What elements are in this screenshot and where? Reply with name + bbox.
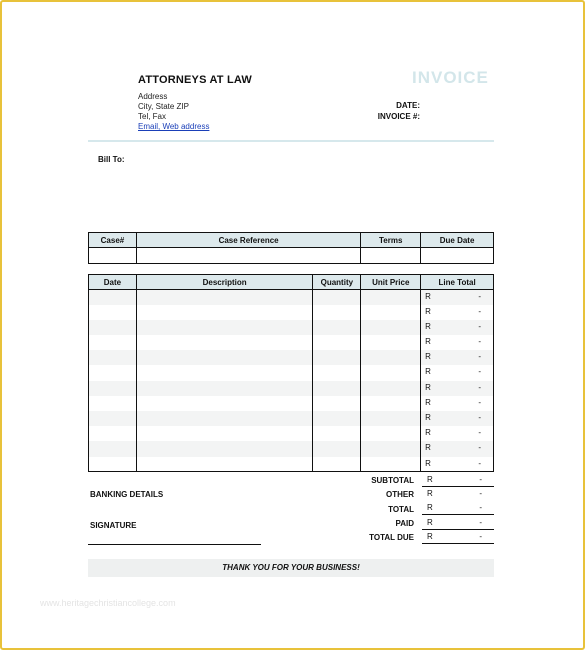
- unit-price-cell[interactable]: [361, 365, 421, 380]
- line-total-amount: -: [478, 382, 481, 392]
- line-total-amount: -: [478, 428, 481, 438]
- subtotal-currency: R: [427, 475, 433, 484]
- description-cell[interactable]: [136, 305, 313, 320]
- unit-price-cell[interactable]: [361, 396, 421, 411]
- other-amount: -: [479, 489, 482, 498]
- unit-price-cell[interactable]: [361, 305, 421, 320]
- date-cell[interactable]: [89, 305, 137, 320]
- quantity-cell[interactable]: [313, 457, 361, 472]
- table-row: [89, 365, 494, 380]
- date-cell[interactable]: [89, 396, 137, 411]
- quantity-cell[interactable]: [313, 426, 361, 441]
- description-cell[interactable]: [136, 411, 313, 426]
- line-total-currency: R: [425, 397, 431, 407]
- line-total-cell: [421, 305, 494, 320]
- unit-price-cell[interactable]: [361, 290, 421, 305]
- unit-price-cell[interactable]: [361, 426, 421, 441]
- total-amount: -: [479, 503, 482, 512]
- line-total-cell: [421, 335, 494, 350]
- total-due-value: [422, 530, 494, 544]
- due-date-cell[interactable]: [421, 248, 494, 264]
- date-cell[interactable]: [89, 457, 137, 472]
- description-cell[interactable]: [136, 441, 313, 456]
- line-total-currency: R: [425, 428, 431, 438]
- description-cell[interactable]: [136, 396, 313, 411]
- other-label: OTHER: [386, 490, 414, 499]
- items-table: [88, 274, 494, 472]
- date-cell[interactable]: [89, 320, 137, 335]
- watermark: www.heritagechristiancollege.com: [40, 598, 176, 608]
- case-table: [88, 232, 494, 264]
- line-total-cell: [421, 396, 494, 411]
- quantity-cell[interactable]: [313, 290, 361, 305]
- invoice-title: INVOICE: [412, 68, 489, 87]
- unit-price-cell[interactable]: [361, 320, 421, 335]
- date-label: DATE:: [396, 101, 420, 110]
- date-header: Date: [89, 275, 137, 290]
- case-number-header: Case#: [89, 233, 137, 248]
- date-cell[interactable]: [89, 441, 137, 456]
- line-total-cell: [421, 290, 494, 305]
- quantity-cell[interactable]: [313, 350, 361, 365]
- total-value: [422, 501, 494, 515]
- paid-currency: R: [427, 518, 433, 527]
- unit-price-cell[interactable]: [361, 350, 421, 365]
- date-cell[interactable]: [89, 381, 137, 396]
- line-total-currency: R: [425, 306, 431, 316]
- line-total-currency: R: [425, 413, 431, 422]
- table-row: [89, 411, 494, 426]
- line-total-amount: -: [478, 413, 481, 422]
- line-total-amount: -: [478, 337, 481, 347]
- paid-label: PAID: [395, 519, 414, 528]
- quantity-cell[interactable]: [313, 335, 361, 350]
- line-total-cell: [421, 350, 494, 365]
- date-cell[interactable]: [89, 350, 137, 365]
- line-total-cell: [421, 441, 494, 456]
- quantity-cell[interactable]: [313, 381, 361, 396]
- line-total-currency: R: [425, 292, 431, 301]
- table-row: [89, 335, 494, 350]
- quantity-cell[interactable]: [313, 411, 361, 426]
- line-total-amount: -: [478, 367, 481, 377]
- table-row: [89, 426, 494, 441]
- paid-amount: -: [479, 518, 482, 527]
- line-total-currency: R: [425, 337, 431, 347]
- description-cell[interactable]: [136, 457, 313, 472]
- line-total-amount: -: [478, 458, 481, 468]
- signature-line: [88, 544, 261, 545]
- line-total-amount: -: [478, 397, 481, 407]
- address-line: Address: [138, 92, 168, 101]
- bill-to-label: Bill To:: [98, 155, 125, 164]
- line-total-cell: [421, 320, 494, 335]
- table-row: [89, 381, 494, 396]
- unit-price-header: Unit Price: [361, 275, 421, 290]
- line-total-amount: -: [478, 352, 481, 362]
- description-cell[interactable]: [136, 290, 313, 305]
- quantity-cell[interactable]: [313, 365, 361, 380]
- date-cell[interactable]: [89, 290, 137, 305]
- case-reference-cell[interactable]: [136, 248, 360, 264]
- line-total-currency: R: [425, 352, 431, 362]
- description-cell[interactable]: [136, 381, 313, 396]
- unit-price-cell[interactable]: [361, 441, 421, 456]
- line-total-currency: R: [425, 443, 431, 453]
- total-due-currency: R: [427, 532, 433, 541]
- paid-value: [422, 516, 494, 530]
- description-cell[interactable]: [136, 365, 313, 380]
- line-total-currency: R: [425, 458, 431, 468]
- line-total-amount: -: [478, 306, 481, 316]
- contact-link[interactable]: Email, Web address: [138, 122, 210, 131]
- thank-you-banner: THANK YOU FOR YOUR BUSINESS!: [88, 559, 494, 577]
- line-total-cell: [421, 457, 494, 472]
- table-row: [89, 457, 494, 472]
- subtotal-label: SUBTOTAL: [371, 476, 414, 485]
- table-row: [89, 305, 494, 320]
- invoice-number-label: INVOICE #:: [377, 112, 420, 121]
- description-header: Description: [136, 275, 313, 290]
- table-row: [89, 441, 494, 456]
- unit-price-cell[interactable]: [361, 335, 421, 350]
- line-total-cell: [421, 365, 494, 380]
- terms-header: Terms: [361, 233, 421, 248]
- line-total-cell: [421, 426, 494, 441]
- line-total-currency: R: [425, 382, 431, 392]
- line-total-currency: R: [425, 321, 431, 331]
- header-divider: [88, 140, 494, 142]
- quantity-cell[interactable]: [313, 441, 361, 456]
- date-cell[interactable]: [89, 335, 137, 350]
- date-cell[interactable]: [89, 365, 137, 380]
- subtotal-value: [422, 473, 494, 487]
- city-state-zip: City, State ZIP: [138, 102, 189, 111]
- line-total-amount: -: [478, 321, 481, 331]
- table-row: [89, 320, 494, 335]
- unit-price-cell[interactable]: [361, 381, 421, 396]
- total-due-label: TOTAL DUE: [369, 533, 414, 542]
- total-label: TOTAL: [388, 505, 414, 514]
- line-total-currency: R: [425, 367, 431, 377]
- tel-fax: Tel, Fax: [138, 112, 167, 121]
- unit-price-cell[interactable]: [361, 411, 421, 426]
- subtotal-amount: -: [479, 475, 482, 484]
- description-cell[interactable]: [136, 320, 313, 335]
- case-reference-header: Case Reference: [136, 233, 360, 248]
- due-date-header: Due Date: [421, 233, 494, 248]
- quantity-cell[interactable]: [313, 320, 361, 335]
- line-total-amount: -: [478, 292, 481, 301]
- terms-cell[interactable]: [361, 248, 421, 264]
- date-cell[interactable]: [89, 426, 137, 441]
- banking-details-label: BANKING DETAILS: [90, 490, 164, 499]
- company-name: ATTORNEYS AT LAW: [138, 74, 253, 86]
- total-due-amount: -: [479, 532, 482, 541]
- description-cell[interactable]: [136, 426, 313, 441]
- description-cell[interactable]: [136, 350, 313, 365]
- table-row: [89, 290, 494, 305]
- table-row: [89, 350, 494, 365]
- other-currency: R: [427, 489, 433, 498]
- table-row: [89, 396, 494, 411]
- unit-price-cell[interactable]: [361, 457, 421, 472]
- total-currency: R: [427, 503, 433, 512]
- line-total-amount: -: [478, 443, 481, 453]
- quantity-cell[interactable]: [313, 305, 361, 320]
- quantity-header: Quantity: [313, 275, 361, 290]
- line-total-header: Line Total: [421, 275, 494, 290]
- description-cell[interactable]: [136, 335, 313, 350]
- date-cell[interactable]: [89, 411, 137, 426]
- signature-label: SIGNATURE: [90, 521, 137, 530]
- line-total-cell: [421, 381, 494, 396]
- quantity-cell[interactable]: [313, 396, 361, 411]
- case-number-cell[interactable]: [89, 248, 137, 264]
- other-value: [422, 487, 494, 501]
- line-total-cell: [421, 411, 494, 426]
